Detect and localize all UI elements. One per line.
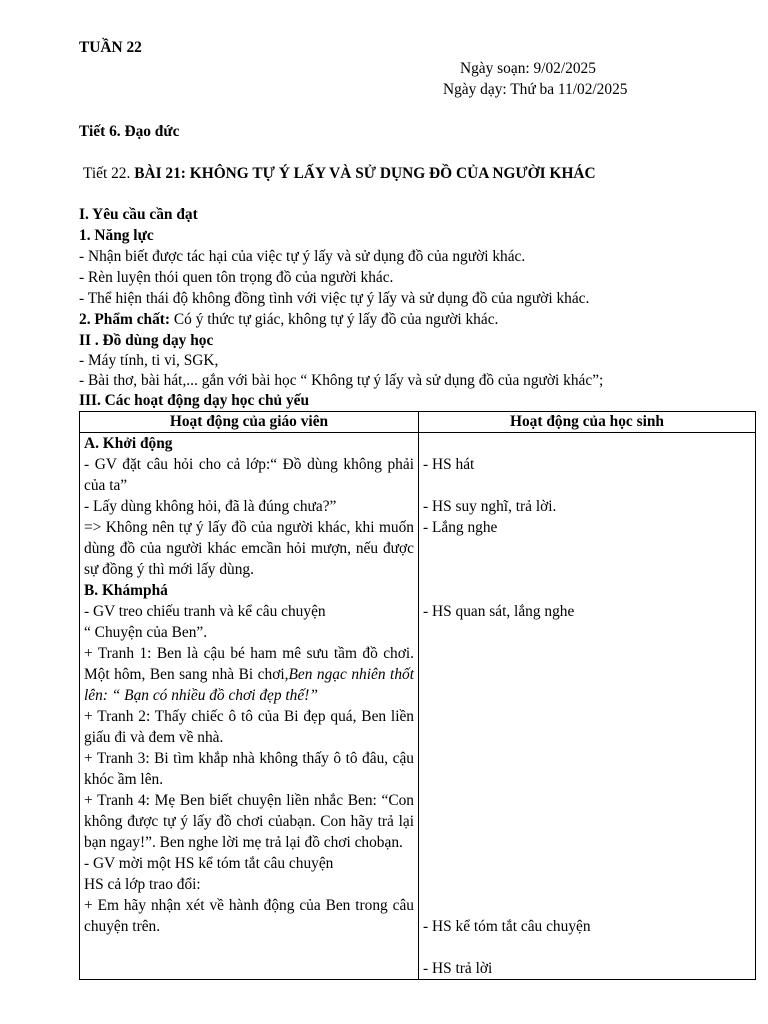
student-step: - HS kể tóm tắt câu chuyện [423,918,591,935]
teacher-step: - GV đặt câu hỏi cho cả lớp:“ Đồ dùng không phải của ta” [84,456,414,494]
section1-sub2 [79,309,498,330]
section1-item: - Rèn luyện thói quen tôn trọng đồ của người khác. [79,269,394,286]
lesson-title: BÀI 21: KHÔNG TỰ Ý LẤY VÀ SỬ DỤNG ĐỒ CỦA NGƯỜI KHÁC [134,165,596,182]
teacher-step [84,643,414,706]
section2-item: - Máy tính, ti vi, SGK, [79,352,219,369]
teacher-step: - Lấy dùng không hỏi, đã là đúng chưa?” [84,498,337,515]
activity-table [79,411,756,980]
section2-heading: II . Đồ dùng dạy học [79,332,214,349]
section2-item: - Bài thơ, bài hát,... gắn với bài học “ Không tự ý lấy và sử dụng đồ của người khác”; [79,372,604,389]
section1-heading: I. Yêu cầu cần đạt [79,206,198,223]
teacher-column-header: Hoạt động của giáo viên [80,412,419,433]
date-prepared: Ngày soạn: 9/02/2025 [460,60,596,77]
subject-line: Tiết 6. Đạo đức [79,123,180,140]
teacher-step: “ Chuyện của Ben”. [84,624,208,641]
teacher-step: + Tranh 3: Bi tìm khắp nhà không thấy ô tô đâu, cậu khóc ầm lên. [84,750,414,788]
part-a-heading: A. Khởi động [84,435,173,452]
table-row [80,433,756,980]
picture1-quote: Ben ngạc nhiên thốt lên: “ Bạn có nhiều đồ chơi đẹp thế!” [84,666,414,704]
teacher-step: HS cả lớp trao đổi: [84,876,201,893]
teacher-step: - GV mời một HS kể tóm tắt câu chuyện [84,855,334,872]
student-step: - HS quan sát, lắng nghe [423,603,575,620]
week-label: TUẦN 22 [79,39,142,56]
teacher-step: + Em hãy nhận xét về hành động của Ben trong câu chuyện trên. [84,897,414,935]
student-step: - HS trả lời [423,960,493,977]
part-b-heading: B. Khámphá [84,582,168,599]
lesson-prefix: Tiết 22. [83,165,135,182]
section1-sub1: 1. Năng lực [79,227,154,244]
teacher-activities-cell [80,433,419,980]
table-header-row [80,412,756,433]
teacher-step: + Tranh 4: Mẹ Ben biết chuyện liền nhắc Ben: “Con không được tự ý lấy đồ chơi củabạn. Con hãy trả lại bạn ngay!”. Ben nghe lời mẹ trả lại đồ chơi chobạn. [84,792,414,851]
student-step: - HS suy nghĩ, trả lời. [423,498,557,515]
picture1-text: + Tranh 1: Ben là cậu bé ham mê sưu tầm đồ chơi. Một hôm, Ben sang nhà Bi chơi, [84,645,414,683]
section3-heading: III. Các hoạt động dạy học chủ yếu [79,392,310,409]
date-taught: Ngày dạy: Thứ ba 11/02/2025 [443,81,628,98]
lesson-title-line [83,163,596,184]
section1-item: - Thể hiện thái độ không đồng tình với việc tự ý lấy và sử dụng đồ của người khác. [79,290,590,307]
teacher-step: - GV treo chiếu tranh và kể câu chuyện [84,603,326,620]
section1-sub2-label: 2. Phẩm chất: [79,311,171,328]
section1-item: - Nhận biết được tác hại của việc tự ý lấy và sử dụng đồ của người khác. [79,248,526,265]
section1-sub2-text: Có ý thức tự giác, không tự ý lấy đồ của người khác. [170,311,499,328]
student-step: - HS hát [423,456,475,473]
teacher-step: + Tranh 2: Thấy chiếc ô tô của Bi đẹp quá, Ben liền giấu đi và đem về nhà. [84,708,414,746]
teacher-step: => Không nên tự ý lấy đồ của người khác, khi muốn dùng đồ của người khác emcần hỏi mượn, nếu được sự đồng ý thì mới lấy dùng. [84,519,414,578]
student-step: - Lắng nghe [423,519,498,536]
student-column-header: Hoạt động của học sinh [419,412,756,433]
student-activities-cell [419,433,756,980]
